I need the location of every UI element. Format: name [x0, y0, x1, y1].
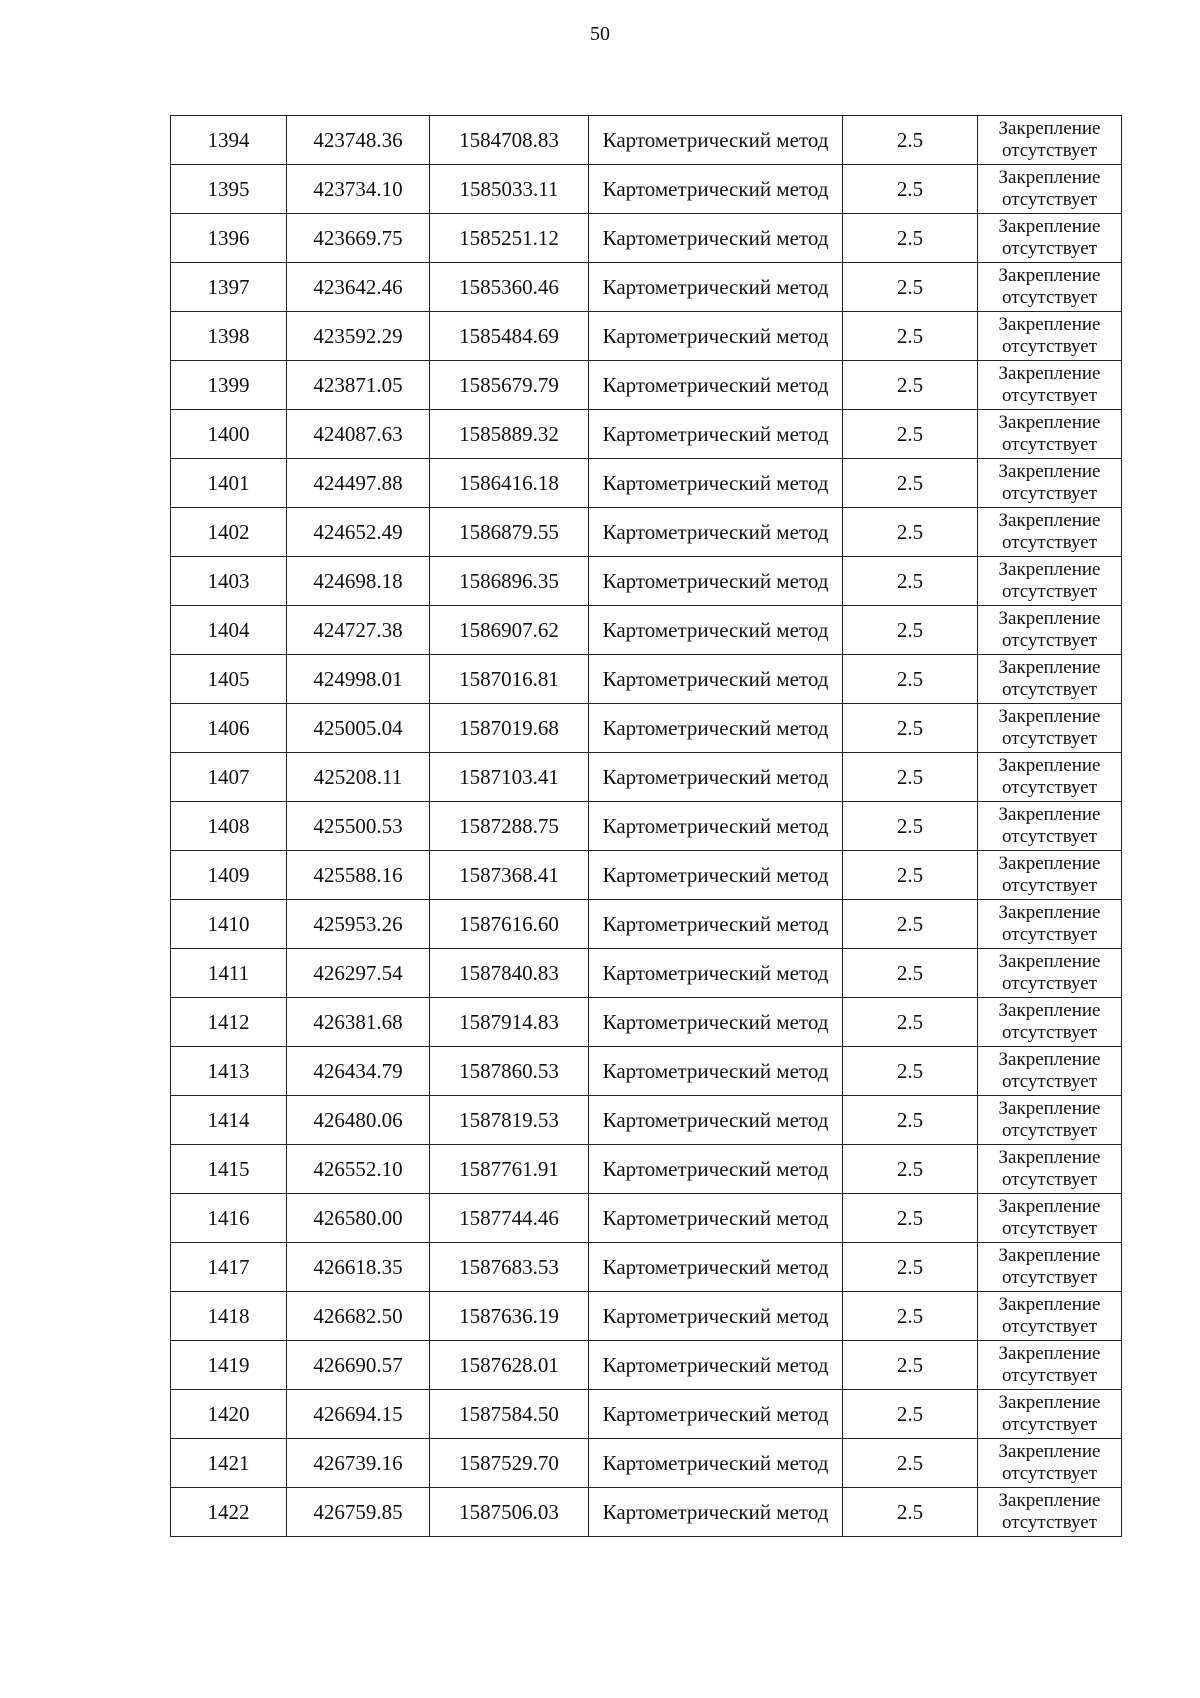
method-cell: Картометрический метод	[589, 116, 843, 165]
fixation-text: отсутствует	[1001, 434, 1098, 455]
x-coordinate-cell: 423734.10	[287, 165, 430, 214]
fixation-cell	[978, 851, 1122, 900]
x-coordinate-cell: 426480.06	[287, 1096, 430, 1145]
accuracy-cell: 2.5	[843, 802, 978, 851]
accuracy-cell: 2.5	[843, 312, 978, 361]
y-coordinate-cell: 1587761.91	[430, 1145, 589, 1194]
fixation-cell	[978, 1145, 1122, 1194]
point-number-cell: 1419	[171, 1341, 287, 1390]
table-row	[171, 1194, 1122, 1243]
x-coordinate-cell: 426434.79	[287, 1047, 430, 1096]
y-coordinate-cell: 1585033.11	[430, 165, 589, 214]
table-row	[171, 263, 1122, 312]
x-coordinate-cell: 426297.54	[287, 949, 430, 998]
fixation-text: Закрепление	[998, 1000, 1101, 1021]
method-cell: Картометрический метод	[589, 851, 843, 900]
y-coordinate-cell: 1585251.12	[430, 214, 589, 263]
fixation-cell	[978, 1488, 1122, 1537]
x-coordinate-cell: 426759.85	[287, 1488, 430, 1537]
point-number-cell: 1394	[171, 116, 287, 165]
table-row	[171, 704, 1122, 753]
accuracy-cell: 2.5	[843, 1341, 978, 1390]
fixation-text: отсутствует	[1001, 189, 1098, 210]
fixation-cell	[978, 361, 1122, 410]
fixation-text: отсутствует	[1001, 1071, 1098, 1092]
table-row	[171, 1439, 1122, 1488]
method-cell: Картометрический метод	[589, 1145, 843, 1194]
method-cell: Картометрический метод	[589, 459, 843, 508]
point-number-cell: 1403	[171, 557, 287, 606]
method-cell: Картометрический метод	[589, 1243, 843, 1292]
fixation-text: Закрепление	[998, 657, 1101, 678]
fixation-cell	[978, 949, 1122, 998]
accuracy-cell: 2.5	[843, 1096, 978, 1145]
accuracy-cell: 2.5	[843, 606, 978, 655]
table-row	[171, 1390, 1122, 1439]
method-cell: Картометрический метод	[589, 1488, 843, 1537]
method-cell: Картометрический метод	[589, 557, 843, 606]
fixation-text: отсутствует	[1001, 777, 1098, 798]
fixation-cell	[978, 1292, 1122, 1341]
table-row	[171, 1145, 1122, 1194]
fixation-text: отсутствует	[1001, 483, 1098, 504]
x-coordinate-cell: 424652.49	[287, 508, 430, 557]
method-cell: Картометрический метод	[589, 1096, 843, 1145]
table-row	[171, 1243, 1122, 1292]
fixation-text: Закрепление	[998, 951, 1101, 972]
x-coordinate-cell: 426690.57	[287, 1341, 430, 1390]
fixation-cell	[978, 655, 1122, 704]
fixation-text: отсутствует	[1001, 1316, 1098, 1337]
accuracy-cell: 2.5	[843, 1292, 978, 1341]
point-number-cell: 1413	[171, 1047, 287, 1096]
fixation-cell	[978, 1439, 1122, 1488]
table-row	[171, 557, 1122, 606]
fixation-text: отсутствует	[1001, 1463, 1098, 1484]
method-cell: Картометрический метод	[589, 165, 843, 214]
method-cell: Картометрический метод	[589, 753, 843, 802]
fixation-cell	[978, 312, 1122, 361]
fixation-text: отсутствует	[1001, 875, 1098, 896]
fixation-text: Закрепление	[998, 363, 1101, 384]
y-coordinate-cell: 1587819.53	[430, 1096, 589, 1145]
x-coordinate-cell: 423642.46	[287, 263, 430, 312]
table-row	[171, 900, 1122, 949]
accuracy-cell: 2.5	[843, 361, 978, 410]
method-cell: Картометрический метод	[589, 1439, 843, 1488]
table-row	[171, 753, 1122, 802]
fixation-cell	[978, 1096, 1122, 1145]
fixation-text: Закрепление	[998, 1245, 1101, 1266]
point-number-cell: 1402	[171, 508, 287, 557]
fixation-cell	[978, 704, 1122, 753]
fixation-text: отсутствует	[1001, 1218, 1098, 1239]
y-coordinate-cell: 1587628.01	[430, 1341, 589, 1390]
point-number-cell: 1399	[171, 361, 287, 410]
fixation-text: Закрепление	[998, 804, 1101, 825]
point-number-cell: 1398	[171, 312, 287, 361]
x-coordinate-cell: 423669.75	[287, 214, 430, 263]
fixation-cell	[978, 998, 1122, 1047]
y-coordinate-cell: 1587368.41	[430, 851, 589, 900]
fixation-text: Закрепление	[998, 1490, 1101, 1511]
method-cell: Картометрический метод	[589, 704, 843, 753]
y-coordinate-cell: 1587019.68	[430, 704, 589, 753]
fixation-text: Закрепление	[998, 706, 1101, 727]
x-coordinate-cell: 426381.68	[287, 998, 430, 1047]
method-cell: Картометрический метод	[589, 655, 843, 704]
accuracy-cell: 2.5	[843, 557, 978, 606]
y-coordinate-cell: 1587744.46	[430, 1194, 589, 1243]
fixation-text: Закрепление	[998, 559, 1101, 580]
fixation-text: отсутствует	[1001, 973, 1098, 994]
table-row	[171, 459, 1122, 508]
method-cell: Картометрический метод	[589, 361, 843, 410]
method-cell: Картометрический метод	[589, 1047, 843, 1096]
y-coordinate-cell: 1585679.79	[430, 361, 589, 410]
x-coordinate-cell: 424698.18	[287, 557, 430, 606]
fixation-text: отсутствует	[1001, 140, 1098, 161]
fixation-text: отсутствует	[1001, 826, 1098, 847]
y-coordinate-cell: 1587683.53	[430, 1243, 589, 1292]
fixation-cell	[978, 900, 1122, 949]
fixation-text: отсутствует	[1001, 679, 1098, 700]
point-number-cell: 1422	[171, 1488, 287, 1537]
fixation-text: Закрепление	[998, 1343, 1101, 1364]
point-number-cell: 1417	[171, 1243, 287, 1292]
table-row	[171, 655, 1122, 704]
fixation-text: Закрепление	[998, 167, 1101, 188]
fixation-cell	[978, 606, 1122, 655]
fixation-cell	[978, 459, 1122, 508]
point-number-cell: 1395	[171, 165, 287, 214]
fixation-text: отсутствует	[1001, 1512, 1098, 1533]
accuracy-cell: 2.5	[843, 655, 978, 704]
point-number-cell: 1404	[171, 606, 287, 655]
table-row	[171, 802, 1122, 851]
y-coordinate-cell: 1586416.18	[430, 459, 589, 508]
y-coordinate-cell: 1586896.35	[430, 557, 589, 606]
accuracy-cell: 2.5	[843, 1194, 978, 1243]
fixation-text: Закрепление	[998, 461, 1101, 482]
method-cell: Картометрический метод	[589, 949, 843, 998]
table-row	[171, 361, 1122, 410]
fixation-cell	[978, 753, 1122, 802]
accuracy-cell: 2.5	[843, 1047, 978, 1096]
point-number-cell: 1420	[171, 1390, 287, 1439]
method-cell: Картометрический метод	[589, 802, 843, 851]
fixation-text: Закрепление	[998, 853, 1101, 874]
y-coordinate-cell: 1585360.46	[430, 263, 589, 312]
method-cell: Картометрический метод	[589, 214, 843, 263]
x-coordinate-cell: 426552.10	[287, 1145, 430, 1194]
fixation-text: отсутствует	[1001, 1169, 1098, 1190]
table-row	[171, 1341, 1122, 1390]
table-row	[171, 116, 1122, 165]
method-cell: Картометрический метод	[589, 606, 843, 655]
y-coordinate-cell: 1587584.50	[430, 1390, 589, 1439]
fixation-text: Закрепление	[998, 1392, 1101, 1413]
x-coordinate-cell: 424497.88	[287, 459, 430, 508]
point-number-cell: 1400	[171, 410, 287, 459]
y-coordinate-cell: 1587288.75	[430, 802, 589, 851]
y-coordinate-cell: 1587860.53	[430, 1047, 589, 1096]
method-cell: Картометрический метод	[589, 508, 843, 557]
accuracy-cell: 2.5	[843, 459, 978, 508]
y-coordinate-cell: 1587840.83	[430, 949, 589, 998]
y-coordinate-cell: 1587616.60	[430, 900, 589, 949]
fixation-text: отсутствует	[1001, 1022, 1098, 1043]
point-number-cell: 1410	[171, 900, 287, 949]
fixation-text: отсутствует	[1001, 1267, 1098, 1288]
x-coordinate-cell: 424998.01	[287, 655, 430, 704]
fixation-text: отсутствует	[1001, 336, 1098, 357]
y-coordinate-cell: 1586907.62	[430, 606, 589, 655]
fixation-text: Закрепление	[998, 608, 1101, 629]
x-coordinate-cell: 426739.16	[287, 1439, 430, 1488]
accuracy-cell: 2.5	[843, 1145, 978, 1194]
method-cell: Картометрический метод	[589, 1292, 843, 1341]
fixation-cell	[978, 802, 1122, 851]
accuracy-cell: 2.5	[843, 949, 978, 998]
point-number-cell: 1412	[171, 998, 287, 1047]
fixation-text: отсутствует	[1001, 385, 1098, 406]
fixation-text: отсутствует	[1001, 287, 1098, 308]
y-coordinate-cell: 1587914.83	[430, 998, 589, 1047]
fixation-cell	[978, 557, 1122, 606]
accuracy-cell: 2.5	[843, 1488, 978, 1537]
fixation-cell	[978, 1047, 1122, 1096]
table-row	[171, 851, 1122, 900]
fixation-cell	[978, 214, 1122, 263]
fixation-text: отсутствует	[1001, 1414, 1098, 1435]
x-coordinate-cell: 424727.38	[287, 606, 430, 655]
method-cell: Картометрический метод	[589, 1194, 843, 1243]
fixation-cell	[978, 1390, 1122, 1439]
table-body	[171, 116, 1122, 1537]
fixation-text: отсутствует	[1001, 728, 1098, 749]
fixation-text: отсутствует	[1001, 581, 1098, 602]
table-row	[171, 949, 1122, 998]
accuracy-cell: 2.5	[843, 165, 978, 214]
fixation-text: Закрепление	[998, 314, 1101, 335]
fixation-text: Закрепление	[998, 265, 1101, 286]
accuracy-cell: 2.5	[843, 851, 978, 900]
x-coordinate-cell: 425953.26	[287, 900, 430, 949]
fixation-cell	[978, 1243, 1122, 1292]
accuracy-cell: 2.5	[843, 410, 978, 459]
method-cell: Картометрический метод	[589, 1341, 843, 1390]
x-coordinate-cell: 423748.36	[287, 116, 430, 165]
table-row	[171, 165, 1122, 214]
table-row	[171, 1488, 1122, 1537]
fixation-text: Закрепление	[998, 1049, 1101, 1070]
y-coordinate-cell: 1585889.32	[430, 410, 589, 459]
fixation-text: отсутствует	[1001, 924, 1098, 945]
fixation-text: Закрепление	[998, 1098, 1101, 1119]
point-number-cell: 1421	[171, 1439, 287, 1488]
point-number-cell: 1405	[171, 655, 287, 704]
x-coordinate-cell: 426618.35	[287, 1243, 430, 1292]
x-coordinate-cell: 426682.50	[287, 1292, 430, 1341]
table-row	[171, 1047, 1122, 1096]
accuracy-cell: 2.5	[843, 1243, 978, 1292]
fixation-cell	[978, 263, 1122, 312]
table-row	[171, 1096, 1122, 1145]
y-coordinate-cell: 1587016.81	[430, 655, 589, 704]
method-cell: Картометрический метод	[589, 410, 843, 459]
y-coordinate-cell: 1586879.55	[430, 508, 589, 557]
table-row	[171, 312, 1122, 361]
accuracy-cell: 2.5	[843, 704, 978, 753]
fixation-text: Закрепление	[998, 510, 1101, 531]
point-number-cell: 1397	[171, 263, 287, 312]
method-cell: Картометрический метод	[589, 998, 843, 1047]
point-number-cell: 1415	[171, 1145, 287, 1194]
x-coordinate-cell: 425208.11	[287, 753, 430, 802]
point-number-cell: 1411	[171, 949, 287, 998]
fixation-cell	[978, 1341, 1122, 1390]
y-coordinate-cell: 1585484.69	[430, 312, 589, 361]
x-coordinate-cell: 425005.04	[287, 704, 430, 753]
point-number-cell: 1418	[171, 1292, 287, 1341]
accuracy-cell: 2.5	[843, 900, 978, 949]
accuracy-cell: 2.5	[843, 1390, 978, 1439]
accuracy-cell: 2.5	[843, 263, 978, 312]
table-row	[171, 1292, 1122, 1341]
y-coordinate-cell: 1587636.19	[430, 1292, 589, 1341]
x-coordinate-cell: 426694.15	[287, 1390, 430, 1439]
accuracy-cell: 2.5	[843, 214, 978, 263]
fixation-text: Закрепление	[998, 216, 1101, 237]
accuracy-cell: 2.5	[843, 998, 978, 1047]
point-number-cell: 1406	[171, 704, 287, 753]
fixation-text: Закрепление	[998, 755, 1101, 776]
point-number-cell: 1401	[171, 459, 287, 508]
fixation-text: отсутствует	[1001, 630, 1098, 651]
accuracy-cell: 2.5	[843, 753, 978, 802]
fixation-cell	[978, 165, 1122, 214]
x-coordinate-cell: 425500.53	[287, 802, 430, 851]
method-cell: Картометрический метод	[589, 1390, 843, 1439]
x-coordinate-cell: 423592.29	[287, 312, 430, 361]
x-coordinate-cell: 424087.63	[287, 410, 430, 459]
x-coordinate-cell: 425588.16	[287, 851, 430, 900]
fixation-text: Закрепление	[998, 902, 1101, 923]
table-row	[171, 508, 1122, 557]
y-coordinate-cell: 1587103.41	[430, 753, 589, 802]
accuracy-cell: 2.5	[843, 1439, 978, 1488]
point-number-cell: 1416	[171, 1194, 287, 1243]
fixation-text: Закрепление	[998, 118, 1101, 139]
fixation-cell	[978, 410, 1122, 459]
fixation-text: Закрепление	[998, 1294, 1101, 1315]
table-row	[171, 410, 1122, 459]
table-row	[171, 606, 1122, 655]
fixation-text: отсутствует	[1001, 1365, 1098, 1386]
method-cell: Картометрический метод	[589, 312, 843, 361]
fixation-cell	[978, 1194, 1122, 1243]
fixation-cell	[978, 508, 1122, 557]
point-number-cell: 1396	[171, 214, 287, 263]
x-coordinate-cell: 423871.05	[287, 361, 430, 410]
accuracy-cell: 2.5	[843, 508, 978, 557]
y-coordinate-cell: 1587529.70	[430, 1439, 589, 1488]
fixation-text: Закрепление	[998, 1147, 1101, 1168]
fixation-text: отсутствует	[1001, 1120, 1098, 1141]
table-row	[171, 214, 1122, 263]
fixation-text: отсутствует	[1001, 532, 1098, 553]
fixation-text: Закрепление	[998, 1441, 1101, 1462]
method-cell: Картометрический метод	[589, 263, 843, 312]
fixation-text: отсутствует	[1001, 238, 1098, 259]
point-number-cell: 1408	[171, 802, 287, 851]
table-row	[171, 998, 1122, 1047]
y-coordinate-cell: 1587506.03	[430, 1488, 589, 1537]
accuracy-cell: 2.5	[843, 116, 978, 165]
method-cell: Картометрический метод	[589, 900, 843, 949]
point-number-cell: 1407	[171, 753, 287, 802]
fixation-cell	[978, 116, 1122, 165]
coordinates-table	[170, 115, 1122, 1537]
fixation-text: Закрепление	[998, 412, 1101, 433]
point-number-cell: 1414	[171, 1096, 287, 1145]
point-number-cell: 1409	[171, 851, 287, 900]
fixation-text: Закрепление	[998, 1196, 1101, 1217]
x-coordinate-cell: 426580.00	[287, 1194, 430, 1243]
page-number: 50	[590, 23, 610, 45]
y-coordinate-cell: 1584708.83	[430, 116, 589, 165]
